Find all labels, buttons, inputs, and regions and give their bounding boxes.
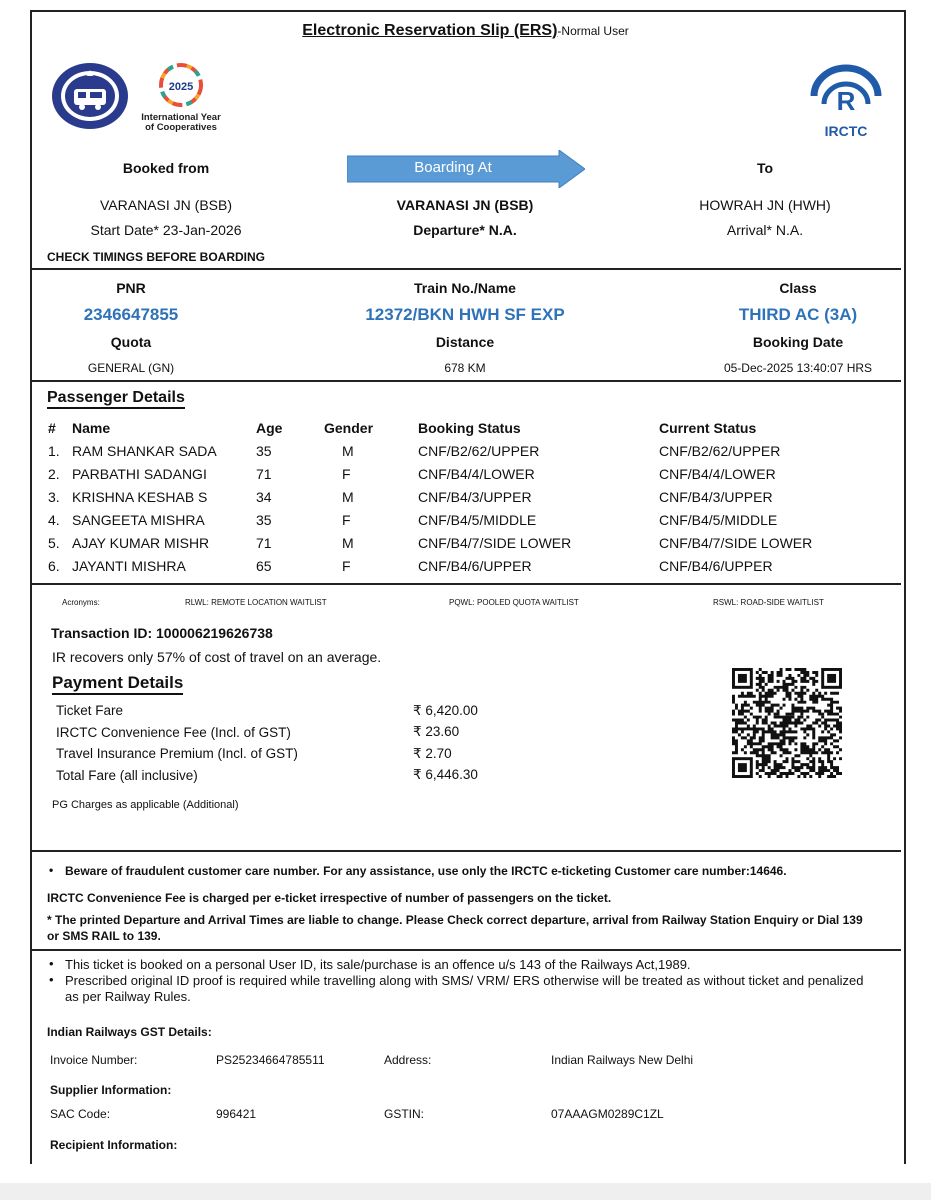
col-age: Age — [256, 419, 283, 436]
passenger-number: 1. — [48, 442, 60, 459]
payment-value: ₹ 23.60 — [413, 724, 460, 740]
pnr-value: 2346647855 — [83, 305, 179, 324]
passenger-table-header — [48, 416, 868, 439]
passenger-current-status: CNF/B4/4/LOWER — [659, 465, 776, 482]
passenger-name: RAM SHANKAR SADA — [72, 442, 217, 459]
passenger-gender: F — [342, 557, 351, 574]
passenger-details-title: Passenger Details — [47, 388, 185, 409]
arrival-time: Arrival* N.A. — [726, 222, 804, 238]
passenger-number: 2. — [48, 465, 60, 482]
pnr-label: PNR — [116, 280, 146, 296]
cooperatives-logo — [136, 62, 226, 133]
booking-date-value: 05-Dec-2025 13:40:07 HRS — [723, 361, 873, 375]
passenger-gender: M — [342, 442, 354, 459]
passenger-age: 71 — [256, 465, 272, 482]
quota-label: Quota — [110, 334, 152, 350]
divider — [32, 850, 901, 852]
passenger-number: 6. — [48, 557, 60, 574]
passenger-table — [48, 416, 868, 577]
passenger-name: SANGEETA MISHRA — [72, 511, 205, 528]
gstin-label: GSTIN: — [384, 1107, 425, 1121]
train-value: 12372/BKN HWH SF EXP — [365, 305, 565, 324]
departure-time: Departure* N.A. — [413, 222, 517, 238]
passenger-current-status: CNF/B4/7/SIDE LOWER — [659, 534, 813, 551]
cooperatives-emblem-icon — [136, 62, 226, 108]
payment-label: Total Fare (all inclusive) — [56, 767, 198, 783]
payment-table — [56, 700, 543, 786]
recipient-info-title: Recipient Information: — [50, 1138, 178, 1152]
passenger-age: 71 — [256, 534, 272, 551]
passenger-name: JAYANTI MISHRA — [72, 557, 186, 574]
passenger-number: 4. — [48, 511, 60, 528]
transaction-id: Transaction ID: 100006219626738 — [51, 625, 273, 641]
from-station: VARANASI JN (BSB) — [100, 197, 232, 213]
gst-title: Indian Railways GST Details: — [47, 1025, 212, 1039]
payment-value: ₹ 6,420.00 — [413, 702, 478, 718]
class-value: THIRD AC (3A) — [738, 305, 858, 324]
col-name: Name — [72, 419, 111, 436]
passenger-booking-status: CNF/B4/5/MIDDLE — [418, 511, 537, 528]
title-subtitle: -Normal User — [557, 24, 629, 38]
recovery-note: IR recovers only 57% of cost of travel on an average. — [52, 649, 382, 665]
id-proof-notice: • Prescribed original ID proof is required while travelling along with SMS/ VRM/ ERS otherwise will be treated as without ticket and penalized as per Railway Rules. — [47, 973, 877, 1005]
timings-notice: * The printed Departure and Arrival Times are liable to change. Please Check correct departure, arrival from Railway Station Enquiry or Dial 139 or SMS RAIL to 139. — [47, 913, 863, 943]
col-current-status: Current Status — [659, 419, 757, 436]
passenger-age: 34 — [256, 488, 272, 505]
acronym-rswl: RSWL: ROAD-SIDE WAITLIST — [713, 598, 824, 607]
distance-label: Distance — [435, 334, 495, 350]
irctc-logo — [806, 58, 886, 140]
start-date: Start Date* 23-Jan-2026 — [90, 222, 242, 238]
check-timings-note: CHECK TIMINGS BEFORE BOARDING — [47, 250, 266, 264]
passenger-age: 35 — [256, 442, 272, 459]
cooperatives-year: 2025 — [168, 81, 194, 93]
passenger-name: AJAY KUMAR MISHR — [72, 534, 210, 551]
passenger-age: 35 — [256, 511, 272, 528]
class-label: Class — [779, 280, 817, 296]
passenger-number: 5. — [48, 534, 60, 551]
irctc-emblem-icon — [806, 58, 886, 118]
irctc-logo-text: IRCTC — [824, 123, 868, 139]
passenger-row — [48, 508, 868, 531]
passenger-gender: F — [342, 465, 351, 482]
booked-from-label: Booked from — [122, 160, 210, 176]
cooperatives-line-1: International Year — [141, 112, 221, 123]
boarding-at-label: Boarding At — [414, 159, 492, 176]
invoice-label: Invoice Number: — [50, 1053, 138, 1067]
pg-charges-note: PG Charges as applicable (Additional) — [52, 799, 239, 811]
passenger-row — [48, 554, 868, 577]
divider — [32, 268, 901, 270]
address-value: Indian Railways New Delhi — [551, 1053, 694, 1067]
passenger-booking-status: CNF/B4/6/UPPER — [418, 557, 532, 574]
passenger-number: 3. — [48, 488, 60, 505]
fraud-notice: • Beware of fraudulent customer care number. For any assistance, use only the IRCTC e-ticketing Customer care number:14646. — [47, 864, 867, 878]
divider — [32, 583, 901, 585]
passenger-gender: M — [342, 488, 354, 505]
passenger-booking-status: CNF/B4/3/UPPER — [418, 488, 532, 505]
passenger-row — [48, 531, 868, 554]
passenger-current-status: CNF/B4/5/MIDDLE — [659, 511, 778, 528]
payment-value: ₹ 2.70 — [413, 745, 452, 761]
payment-label: IRCTC Convenience Fee (Incl. of GST) — [56, 724, 291, 740]
divider — [32, 380, 901, 382]
svg-text:R: R — [836, 86, 856, 116]
passenger-name: KRISHNA KESHAB S — [72, 488, 208, 505]
payment-label: Ticket Fare — [56, 703, 124, 719]
quota-value: GENERAL (GN) — [87, 361, 175, 375]
fraud-notice-list — [47, 864, 867, 878]
acronyms-label: Acronyms: — [62, 598, 100, 607]
payment-label: Travel Insurance Premium (Incl. of GST) — [56, 746, 298, 762]
indian-railways-logo — [50, 62, 130, 130]
payment-row — [56, 743, 543, 765]
passenger-booking-status: CNF/B4/4/LOWER — [418, 465, 535, 482]
passenger-current-status: CNF/B4/3/UPPER — [659, 488, 773, 505]
gstin-value: 07AAAGM0289C1ZL — [551, 1107, 664, 1121]
convenience-fee-notice: IRCTC Convenience Fee is charged per e-ticket irrespective of number of passengers on the ticket. — [47, 891, 612, 905]
sac-label: SAC Code: — [50, 1107, 111, 1121]
passenger-row — [48, 439, 868, 462]
acronym-rlwl: RLWL: REMOTE LOCATION WAITLIST — [185, 598, 327, 607]
col-booking-status: Booking Status — [418, 419, 521, 436]
passenger-row — [48, 462, 868, 485]
payment-details-title: Payment Details — [52, 673, 183, 695]
boarding-station: VARANASI JN (BSB) — [396, 197, 534, 213]
passenger-current-status: CNF/B4/6/UPPER — [659, 557, 773, 574]
passenger-current-status: CNF/B2/62/UPPER — [659, 442, 781, 459]
document-title — [0, 22, 931, 40]
terms-list — [47, 957, 877, 1005]
train-label: Train No./Name — [414, 280, 516, 296]
payment-row — [56, 722, 543, 744]
invoice-number: PS25234664785511 — [216, 1053, 325, 1067]
to-station: HOWRAH JN (HWH) — [699, 197, 831, 213]
passenger-gender: M — [342, 534, 354, 551]
payment-row — [56, 700, 543, 722]
address-label: Address: — [384, 1053, 432, 1067]
passenger-booking-status: CNF/B4/7/SIDE LOWER — [418, 534, 572, 551]
divider — [32, 949, 901, 951]
supplier-info-title: Supplier Information: — [50, 1083, 172, 1097]
sac-code: 996421 — [216, 1107, 257, 1121]
col-gender: Gender — [324, 419, 374, 436]
passenger-age: 65 — [256, 557, 272, 574]
booking-date-label: Booking Date — [752, 334, 844, 350]
passenger-row — [48, 485, 868, 508]
col-number: # — [48, 419, 56, 436]
to-label: To — [756, 160, 774, 176]
passenger-name: PARBATHI SADANGI — [72, 465, 207, 482]
distance-value: 678 KM — [444, 361, 486, 375]
passenger-gender: F — [342, 511, 351, 528]
page-bottom-band — [0, 1183, 931, 1200]
payment-row — [56, 765, 543, 787]
title-text: Electronic Reservation Slip (ERS) — [302, 22, 558, 39]
qr-code — [732, 668, 842, 778]
acronym-pqwl: PQWL: POOLED QUOTA WAITLIST — [449, 598, 579, 607]
payment-value: ₹ 6,446.30 — [413, 767, 478, 783]
personal-id-notice: • This ticket is booked on a personal User ID, its sale/purchase is an offence u/s 143 of the Railways Act,1989. — [47, 957, 877, 973]
cooperatives-line-2: of Cooperatives — [145, 122, 217, 133]
passenger-booking-status: CNF/B2/62/UPPER — [418, 442, 540, 459]
